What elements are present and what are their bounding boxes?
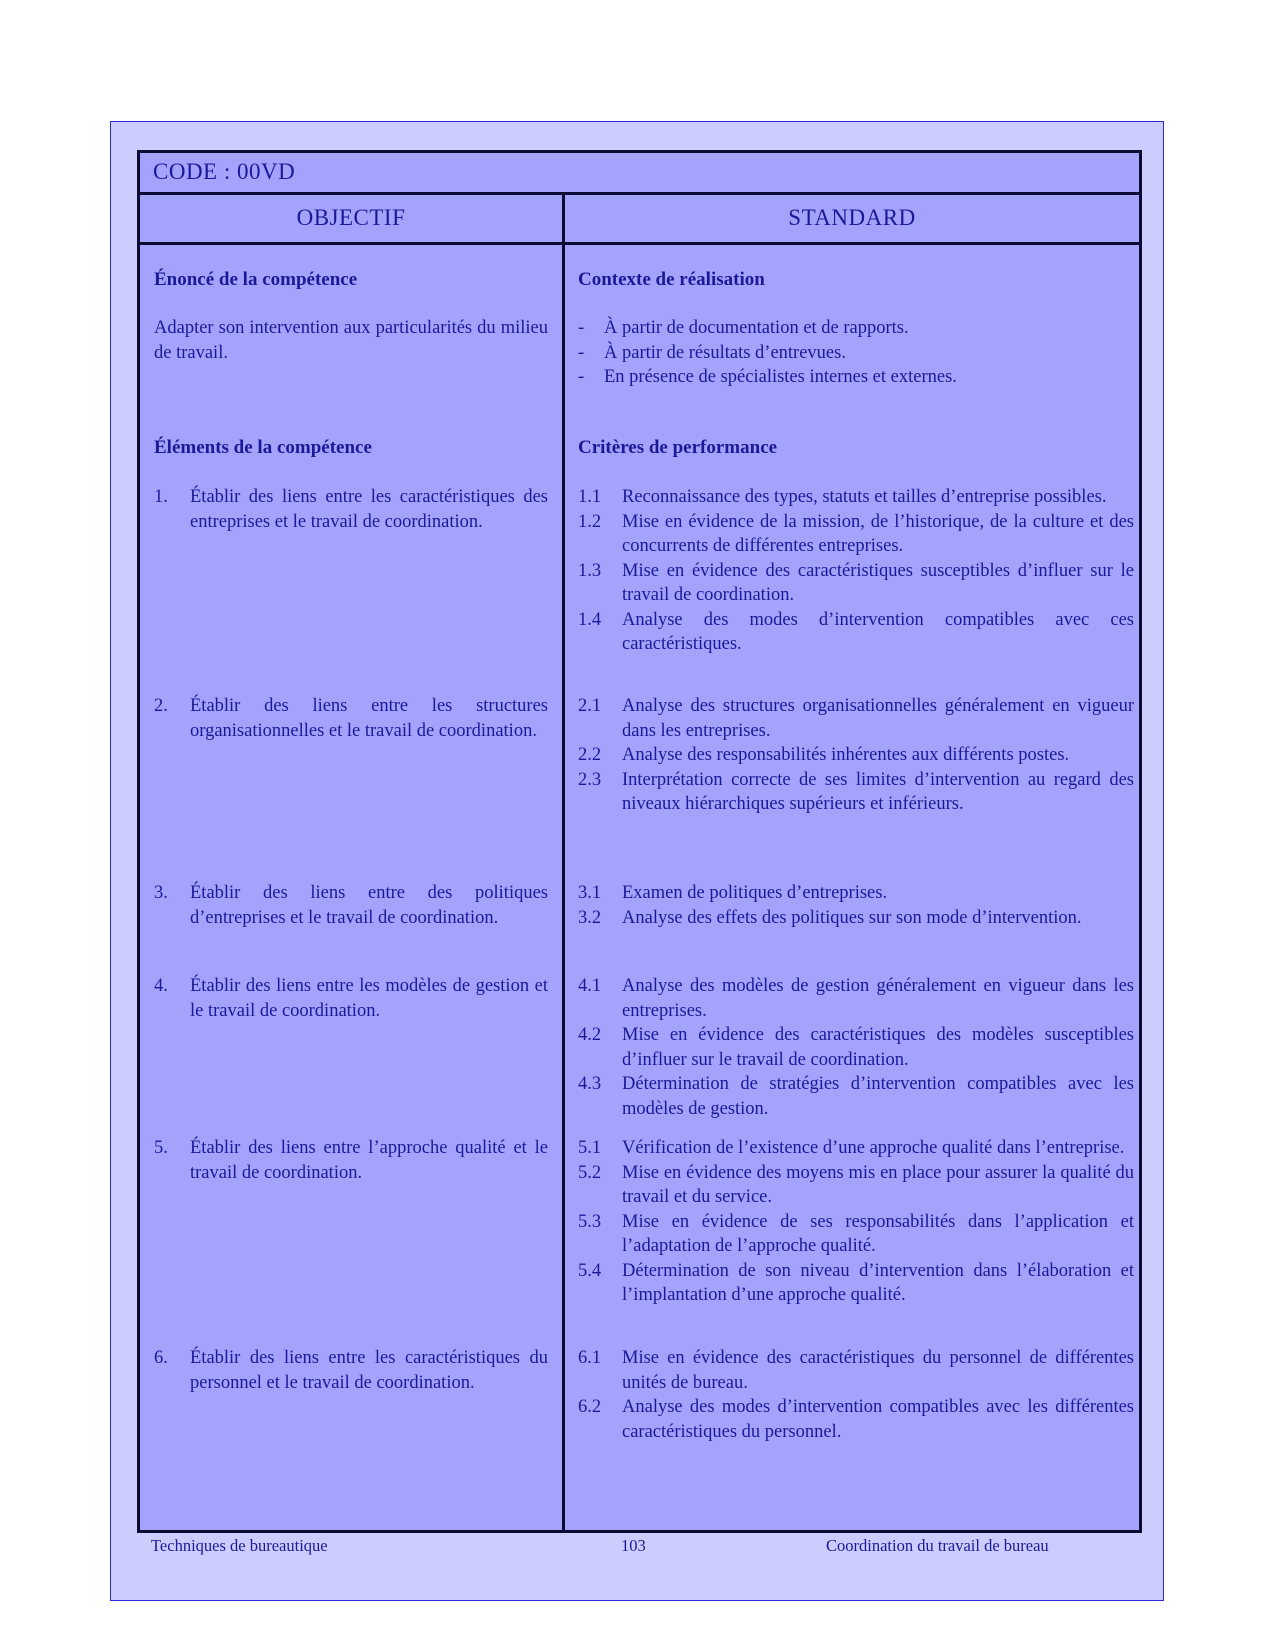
criterion-item <box>578 743 1134 768</box>
dash-icon: - <box>578 367 585 387</box>
criterion-item <box>578 1395 1134 1444</box>
element-number: 3. <box>154 883 168 903</box>
code-row <box>140 153 1139 195</box>
criterion-item <box>578 1072 1134 1121</box>
criterion-item <box>578 1346 1134 1395</box>
element-number: 5. <box>154 1138 168 1158</box>
element-item-6 <box>154 1346 548 1395</box>
criterion-number: 6.2 <box>578 1397 602 1417</box>
criterion-number: 2.2 <box>578 745 602 765</box>
criteria-group-1 <box>578 485 1134 657</box>
criterion-text: Analyse des modes d’intervention compatibles avec les différentes caractéristiques du personnel. <box>622 1397 1134 1442</box>
dash-icon: - <box>578 318 585 338</box>
criterion-text: Vérification de l’existence d’une approche qualité dans l’entreprise. <box>622 1138 1125 1158</box>
enonce-title: Énoncé de la compétence <box>154 269 358 290</box>
criterion-number: 4.1 <box>578 976 602 996</box>
criterion-number: 6.1 <box>578 1348 602 1368</box>
criterion-text: Mise en évidence de la mission, de l’historique, de la culture et des concurrents de différentes entreprises. <box>622 511 1134 556</box>
criterion-text: Mise en évidence des caractéristiques des modèles susceptibles d’influer sur le travail de coordination. <box>622 1025 1134 1070</box>
criterion-number: 4.3 <box>578 1074 602 1094</box>
criterion-item <box>578 510 1134 559</box>
criterion-text: Mise en évidence de ses responsabilités dans l’application et l’adaptation de l’approche qualité. <box>622 1211 1134 1256</box>
criterion-item <box>578 881 1134 906</box>
element-item-3 <box>154 881 548 930</box>
criterion-number: 2.1 <box>578 696 602 716</box>
contexte-title: Contexte de réalisation <box>578 269 765 290</box>
criterion-text: Mise en évidence des caractéristiques du personnel de différentes unités de bureau. <box>622 1348 1134 1393</box>
enonce-text: Adapter son intervention aux particularités du milieu de travail. <box>154 318 548 363</box>
contexte-bullet-text: À partir de documentation et de rapports. <box>604 318 909 338</box>
criterion-text: Mise en évidence des caractéristiques susceptibles d’influer sur le travail de coordination. <box>622 560 1134 605</box>
contexte-bullet-text: En présence de spécialistes internes et externes. <box>604 367 957 387</box>
page-number: 103 <box>621 1536 646 1555</box>
criterion-item <box>578 1136 1134 1161</box>
criterion-text: Analyse des responsabilités inhérentes aux différents postes. <box>622 745 1070 765</box>
criterion-number: 5.3 <box>578 1211 602 1232</box>
element-text: Établir des liens entre l’approche qualité et le travail de coordination. <box>190 1138 548 1183</box>
criterion-number: 3.2 <box>578 907 602 928</box>
criterion-text: Analyse des modèles de gestion généralement en vigueur dans les entreprises. <box>622 976 1134 1021</box>
element-number: 6. <box>154 1348 168 1368</box>
code-label: CODE : 00VD <box>153 159 296 184</box>
criterion-text: Mise en évidence des moyens mis en place pour assurer la qualité du travail et du service. <box>622 1162 1134 1207</box>
criterion-item <box>578 1259 1134 1308</box>
footer-right: Coordination du travail de bureau <box>826 1536 1049 1555</box>
criteria-group-2 <box>578 694 1134 817</box>
criterion-item <box>578 608 1134 657</box>
criterion-number: 1.4 <box>578 609 602 630</box>
element-number: 4. <box>154 976 168 996</box>
criteria-group-4 <box>578 974 1134 1121</box>
criteria-group-3 <box>578 881 1134 930</box>
criterion-text: Détermination de stratégies d’intervention compatibles avec les modèles de gestion. <box>622 1074 1134 1119</box>
criterion-number: 4.2 <box>578 1025 602 1045</box>
element-number: 2. <box>154 696 168 716</box>
contexte-list <box>578 316 1134 390</box>
header-objectif: OBJECTIF <box>296 205 406 230</box>
criterion-item <box>578 906 1134 931</box>
criterion-text: Analyse des structures organisationnelles généralement en vigueur dans les entreprises. <box>622 696 1134 741</box>
criterion-number: 5.1 <box>578 1138 602 1158</box>
criterion-number: 2.3 <box>578 769 602 790</box>
criterion-item <box>578 768 1134 817</box>
contexte-bullet <box>578 365 1134 390</box>
criterion-number: 5.2 <box>578 1162 602 1183</box>
criterion-text: Interprétation correcte de ses limites d’intervention au regard des niveaux hiérarchiques supérieurs et inférieurs. <box>622 769 1134 814</box>
contexte-bullet <box>578 341 1134 366</box>
criterion-item <box>578 1023 1134 1072</box>
element-item-4 <box>154 974 548 1023</box>
criterion-number: 1.2 <box>578 511 602 532</box>
element-text: Établir des liens entre les caractéristiques des entreprises et le travail de coordination. <box>190 487 548 532</box>
element-text: Établir des liens entre des politiques d’entreprises et le travail de coordination. <box>190 883 548 928</box>
column-divider <box>562 195 565 1530</box>
dash-icon: - <box>578 342 585 363</box>
header-row <box>140 195 1139 245</box>
criterion-item <box>578 974 1134 1023</box>
footer-left: Techniques de bureautique <box>151 1536 328 1555</box>
criterion-text: Examen de politiques d’entreprises. <box>622 883 888 903</box>
criteres-title: Critères de performance <box>578 437 778 458</box>
contexte-bullet-text: À partir de résultats d’entrevues. <box>604 342 846 363</box>
criterion-number: 3.1 <box>578 883 602 903</box>
elements-title: Éléments de la compétence <box>154 437 372 458</box>
element-item-5 <box>154 1136 548 1185</box>
criterion-number: 5.4 <box>578 1260 602 1281</box>
criterion-number: 1.1 <box>578 487 602 507</box>
criterion-item <box>578 1210 1134 1259</box>
criterion-item <box>578 559 1134 608</box>
element-item-1 <box>154 485 548 534</box>
criterion-text: Analyse des effets des politiques sur son mode d’intervention. <box>622 907 1082 928</box>
header-standard: STANDARD <box>788 205 916 230</box>
competency-table <box>137 150 1142 1533</box>
criterion-text: Analyse des modes d’intervention compatibles avec ces caractéristiques. <box>622 609 1134 654</box>
element-text: Établir des liens entre les caractéristiques du personnel et le travail de coordination. <box>190 1348 548 1393</box>
criteria-group-5 <box>578 1136 1134 1308</box>
criterion-number: 1.3 <box>578 560 602 581</box>
criterion-item <box>578 485 1134 510</box>
criterion-text: Détermination de son niveau d’intervention dans l’élaboration et l’implantation d’une approche qualité. <box>622 1260 1134 1305</box>
contexte-bullet <box>578 316 1134 341</box>
element-text: Établir des liens entre les structures organisationnelles et le travail de coordination. <box>190 696 548 741</box>
criterion-item <box>578 1161 1134 1210</box>
element-number: 1. <box>154 487 168 507</box>
criterion-item <box>578 694 1134 743</box>
element-item-2 <box>154 694 548 743</box>
criterion-text: Reconnaissance des types, statuts et tailles d’entreprise possibles. <box>622 487 1107 507</box>
criteria-group-6 <box>578 1346 1134 1444</box>
element-text: Établir des liens entre les modèles de gestion et le travail de coordination. <box>190 976 548 1021</box>
